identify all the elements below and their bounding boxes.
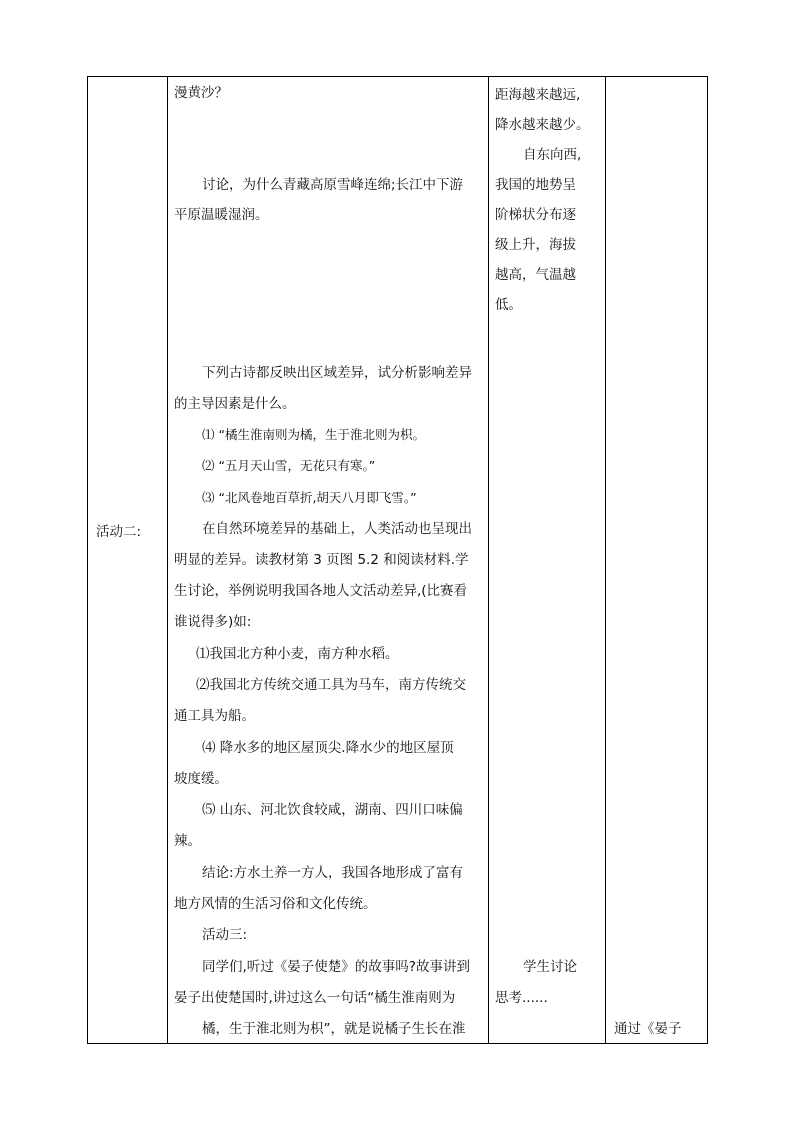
- table-row: [88, 77, 708, 1044]
- content-line: 活动三:: [202, 927, 248, 943]
- student-line: 越高，气温越: [495, 267, 576, 283]
- intent-line: 通过《晏子: [614, 1021, 682, 1037]
- content-line: 晏子出使楚国时,讲过这么一句话“橘生淮南则为: [174, 990, 456, 1006]
- content-line: 漫黄沙？: [174, 85, 228, 101]
- content-line: 地方风情的生活习俗和文化传统。: [174, 896, 377, 912]
- content-line: 结论:方水土养一方人，我国各地形成了富有: [202, 865, 464, 881]
- content-line: 在自然环境差异的基础上，人类活动也呈现出: [202, 521, 472, 537]
- content-line: ⑵ “五月天山雪，无花只有寒。”: [202, 458, 376, 473]
- student-line: 距海越来越远,: [495, 87, 581, 103]
- content-line: 坡度缓。: [174, 771, 228, 787]
- teaching-content-cell: [168, 77, 489, 1044]
- student-line: 阶梯状分布逐: [495, 207, 576, 223]
- student-line: 自东向西,: [523, 147, 582, 163]
- student-activity-cell: [489, 77, 606, 1044]
- student-line: 级上升，海拔: [495, 237, 576, 253]
- content-line: 橘，生于淮北则为枳”，就是说橘子生长在淮: [202, 1021, 466, 1037]
- content-line: 讨论，为什么青藏高原雪峰连绵;长江中下游: [202, 177, 464, 193]
- student-line: 学生讨论: [523, 959, 577, 975]
- content-line: 谁说得多)如:: [174, 614, 252, 630]
- content-line: ⑴ “橘生淮南则为橘，生于淮北则为枳。: [202, 427, 425, 442]
- content-line: 同学们,听过《晏子使楚》的故事吗?故事讲到: [202, 959, 470, 975]
- activity-label-cell: [88, 77, 168, 1044]
- student-line: 思考......: [495, 990, 548, 1006]
- content-line: ⑸ 山东、河北饮食较咸，湖南、四川口味偏: [202, 802, 463, 818]
- content-line: 下列古诗都反映出区域差异，试分析影响差异: [202, 365, 472, 381]
- student-line: 我国的地势呈: [495, 177, 576, 193]
- content-line: ⑴我国北方种小麦，南方种水稻。: [196, 646, 399, 662]
- content-line: ⑵我国北方传统交通工具为马车，南方传统交: [196, 677, 466, 693]
- content-line: 生讨论，举例说明我国各地人文活动差异,(比赛看: [174, 583, 468, 599]
- row-label: 活动二:: [96, 524, 142, 540]
- content-line: 的主导因素是什么。: [174, 396, 296, 412]
- design-intent-cell: [606, 77, 708, 1044]
- content-line: 明显的差异。读教材第 3 页图 5.2 和阅读材料.学: [174, 552, 469, 568]
- content-line: ⑶ “北风卷地百草折,胡天八月即飞雪。”: [202, 490, 417, 505]
- student-line: 低。: [495, 297, 522, 313]
- student-line: 降水越来越少。: [495, 117, 590, 133]
- content-line: 平原温暖湿润。: [174, 207, 269, 223]
- content-line: 辣。: [174, 833, 201, 849]
- content-line: 通工具为船。: [174, 708, 255, 724]
- content-line: ⑷ 降水多的地区屋顶尖.降水少的地区屋顶: [202, 740, 454, 756]
- lesson-plan-table: [87, 76, 708, 1044]
